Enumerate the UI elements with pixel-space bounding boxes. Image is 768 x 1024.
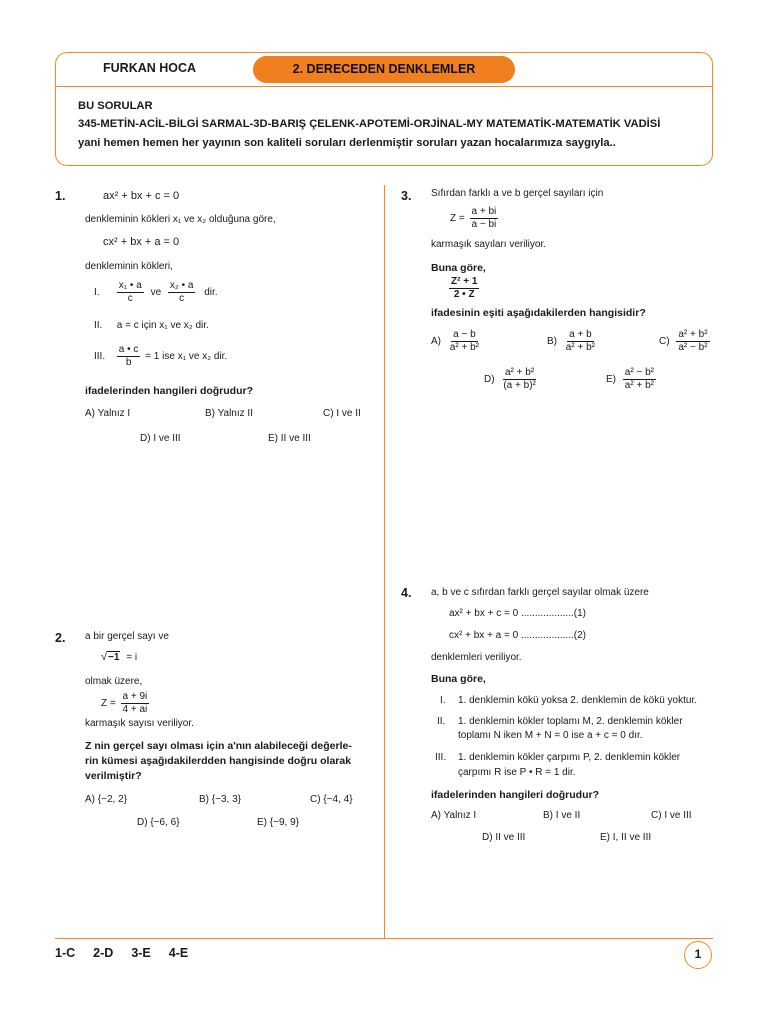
option-c[interactable]: C) {−4, 4} <box>310 794 353 805</box>
answer-key-item: 1-C <box>55 946 76 960</box>
roman-numeral: I. <box>94 287 100 299</box>
equation: ax² + bx + c = 0 <box>103 190 180 202</box>
option-d[interactable]: D) $\frac{\text{a² + b²}}{\text{(a + b)²}}$ <box>484 367 536 391</box>
statement-item: III. $\frac{a • c}{b}$ = 1 ise x₁ ve x₂ dir. <box>94 344 228 368</box>
option-e[interactable]: E) $\frac{\text{a² − b²}}{\text{a² + b²}}$ <box>606 367 654 391</box>
option-d[interactable]: D) I ve III <box>140 433 181 444</box>
question-prompt: ifadesinin eşiti aşağıdakilerden hangisidir? <box>431 307 646 319</box>
fraction: $\frac{\text{a² + b²}}{\text{a² − b²}}$ <box>678 329 708 353</box>
equation: cx² + bx + a = 0 ...................(2) <box>449 630 586 641</box>
option-b[interactable]: B) {−3, 3} <box>199 794 241 805</box>
roman-numeral: III. <box>435 752 447 763</box>
option-c[interactable]: C) I ve III <box>651 810 692 821</box>
question-text: a, b ve c sıfırdan farklı gerçel sayılar olmak üzere <box>431 587 649 598</box>
target-expression <box>449 276 479 301</box>
fraction: $\frac{a • c}{b}$ <box>118 344 139 368</box>
question-prompt: ifadelerinden hangileri doğrudur? <box>431 789 600 801</box>
page-number: 1 <box>684 941 712 969</box>
buna-gore: Buna göre, <box>431 262 486 274</box>
option-a[interactable]: A) Yalnız I <box>85 408 131 419</box>
question-text: denklemleri veriliyor. <box>431 652 522 663</box>
option-e[interactable]: E) II ve III <box>268 433 311 444</box>
statement-line: çarpımı R ise P • R = 1 dir. <box>458 767 576 778</box>
option-b[interactable]: B) I ve II <box>543 810 581 821</box>
statement-item: I. $\frac{\text{x₁ • a}}{c}$ ve $\frac{\text{x₂ • a}}{c}$ dir. <box>94 280 218 304</box>
option-d[interactable]: D) II ve III <box>482 832 526 843</box>
question-prompt: rin kümesi aşağıdakilerdden hangisinde doğru olarak <box>85 755 352 767</box>
question-text: Sıfırdan farklı a ve b gerçel sayıları için <box>431 188 604 199</box>
intro-line-3: yani hemen hemen her yayının son kaliteli soruları derlenmiştir soruları yazan hocalarımıza saygıyla.. <box>78 137 616 149</box>
option-c[interactable]: C) I ve II <box>323 408 361 419</box>
option-c[interactable]: C) $\frac{\text{a² + b²}}{\text{a² − b²}}$ <box>659 329 708 353</box>
question-number: 3. <box>401 189 412 203</box>
option-b[interactable]: B) $\frac{a + b}{\text{a² + b²}}$ <box>547 329 595 353</box>
equation: cx² + bx + a = 0 <box>103 236 180 248</box>
column-divider <box>384 185 385 938</box>
option-a[interactable]: A) Yalnız I <box>431 810 477 821</box>
answer-key-item: 3-E <box>131 946 151 960</box>
option-e[interactable]: E) {−9, 9} <box>257 817 299 828</box>
answer-key-item: 4-E <box>168 946 189 960</box>
z-definition: Z = $\frac{a + 9i}{4 + ai}$ <box>101 691 148 715</box>
option-a[interactable]: A) $\frac{a - b}{\text{a² + b²}}$ <box>431 329 479 353</box>
page-title: 2. DERECEDEN DENKLEMLER <box>253 56 515 83</box>
fraction: $\frac{a + 9i}{4 + ai}$ <box>122 691 148 715</box>
intro-line-2: 345-METİN-ACİL-BİLGİ SARMAL-3D-BARIŞ ÇELENK-APOTEMİ-ORJİNAL-MY MATEMATİK-MATEMATİK VADİSİ <box>78 118 661 130</box>
question-text: denkleminin kökleri, <box>85 261 173 272</box>
fraction: $\frac{\text{Z² + 1}}{2 • Z}$ <box>451 276 478 300</box>
fraction: $\frac{a + b}{\text{a² + b²}}$ <box>565 329 595 353</box>
question-number: 2. <box>55 631 66 645</box>
question-number: 1. <box>55 189 66 203</box>
question-text: karmaşık sayıları veriliyor. <box>431 239 547 250</box>
fraction: $\frac{\text{x₂ • a}}{c}$ <box>169 280 194 304</box>
question-text: karmaşık sayısı veriliyor. <box>85 718 194 729</box>
intro-line-1: BU SORULAR <box>78 100 153 112</box>
roman-numeral: II. <box>437 716 446 727</box>
option-d[interactable]: D) {−6, 6} <box>137 817 180 828</box>
header-divider <box>55 86 713 87</box>
question-text: denkleminin kökleri x₁ ve x₂ olduğuna göre, <box>85 214 276 225</box>
option-b[interactable]: B) Yalnız II <box>205 408 253 419</box>
buna-gore: Buna göre, <box>431 673 486 685</box>
footer-divider <box>55 938 713 939</box>
statement-line: 1. denklemin kökler çarpımı P, 2. denklemin kökler <box>458 752 681 763</box>
fraction: $\frac{\text{x₁ • a}}{c}$ <box>118 280 142 304</box>
roman-numeral: III. <box>94 351 106 363</box>
statement-line: 1. denklemin kökler toplamı M, 2. denklemin kökler <box>458 716 683 727</box>
fraction: $\frac{\text{a² − b²}}{\text{a² + b²}}$ <box>624 367 654 391</box>
option-a[interactable]: A) {−2, 2} <box>85 794 127 805</box>
roman-numeral: I. <box>440 695 446 706</box>
question-prompt: Z nin gerçel sayı olması için a'nın alabileceği değerle- <box>85 740 352 752</box>
question-text: a bir gerçel sayı ve <box>85 631 169 642</box>
author-name: FURKAN HOCA <box>103 61 197 75</box>
statement-item: II. a = c için x₁ ve x₂ dir. <box>94 320 209 331</box>
question-prompt: ifadelerinden hangileri doğrudur? <box>85 385 254 397</box>
question-text: olmak üzere, <box>85 676 143 687</box>
answer-key <box>55 946 206 960</box>
fraction: $\frac{a - b}{\text{a² + b²}}$ <box>449 329 479 353</box>
z-definition: Z = $\frac{a + bi}{a - bi}$ <box>450 206 497 230</box>
equation: ax² + bx + c = 0 ...................(1) <box>449 608 586 619</box>
roman-numeral: II. <box>94 320 103 331</box>
question-prompt: verilmiştir? <box>85 770 142 782</box>
sqrt-expression: √−1 = i <box>101 651 138 663</box>
fraction: $\frac{a + bi}{a - bi}$ <box>471 206 497 230</box>
answer-key-item: 2-D <box>93 946 114 960</box>
statement-line: 1. denklemin kökü yoksa 2. denklemin de kökü yoktur. <box>458 695 698 706</box>
option-e[interactable]: E) I, II ve III <box>600 832 652 843</box>
statement-line: toplamı N iken M + N = 0 ise a + c = 0 dır. <box>458 730 643 741</box>
question-number: 4. <box>401 586 412 600</box>
fraction: $\frac{\text{a² + b²}}{\text{(a + b)²}}$ <box>503 367 536 391</box>
